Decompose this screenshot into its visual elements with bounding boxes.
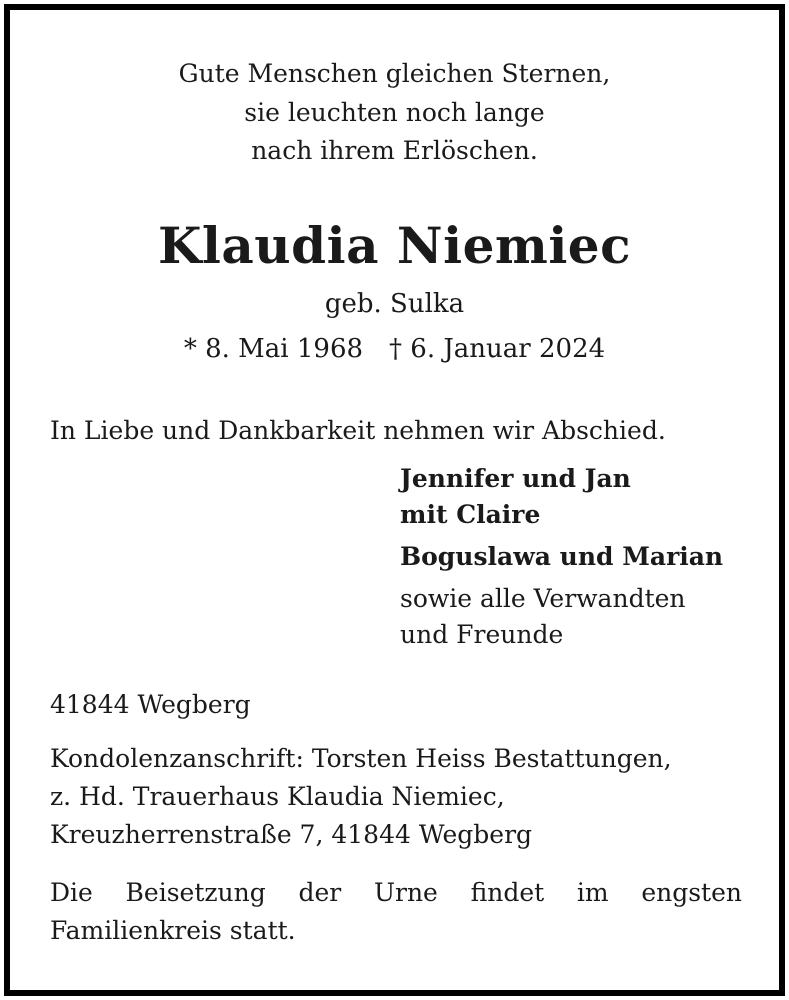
verse-line-3: nach ihrem Erlöschen. <box>251 136 538 165</box>
verse-line-1: Gute Menschen gleichen Sternen, <box>178 59 611 88</box>
mourner-others-line-1: sowie alle Verwandten <box>400 584 686 613</box>
mourner-group-2: Boguslawa und Marian <box>400 542 724 571</box>
verse-line-2: sie leuchten noch lange <box>244 98 545 127</box>
birth-date: * 8. Mai 1968 <box>183 334 364 364</box>
obituary-notice <box>4 4 785 996</box>
condolence-line-1: Kondolenzanschrift: Torsten Heiss Bestattungen, <box>50 744 672 773</box>
mourner-group-1-line-1: Jennifer und Jan <box>400 464 631 493</box>
deceased-name: Klaudia Niemiec <box>157 216 632 275</box>
condolence-line-2: z. Hd. Trauerhaus Klaudia Niemiec, <box>50 782 505 811</box>
location: 41844 Wegberg <box>50 690 251 719</box>
life-dates <box>10 334 779 364</box>
mourner-others-line-2: und Freunde <box>400 620 564 649</box>
mourner-group-1-line-2: mit Claire <box>400 500 541 529</box>
birth-name: geb. Sulka <box>324 289 465 319</box>
farewell-text: In Liebe und Dankbarkeit nehmen wir Abschied. <box>50 416 666 445</box>
condolence-line-3: Kreuzherrenstraße 7, 41844 Wegberg <box>50 820 533 849</box>
death-date: † 6. Januar 2024 <box>389 334 606 364</box>
funeral-note: Die Beisetzung der Urne findet im engsten Familienkreis statt. <box>50 878 742 945</box>
